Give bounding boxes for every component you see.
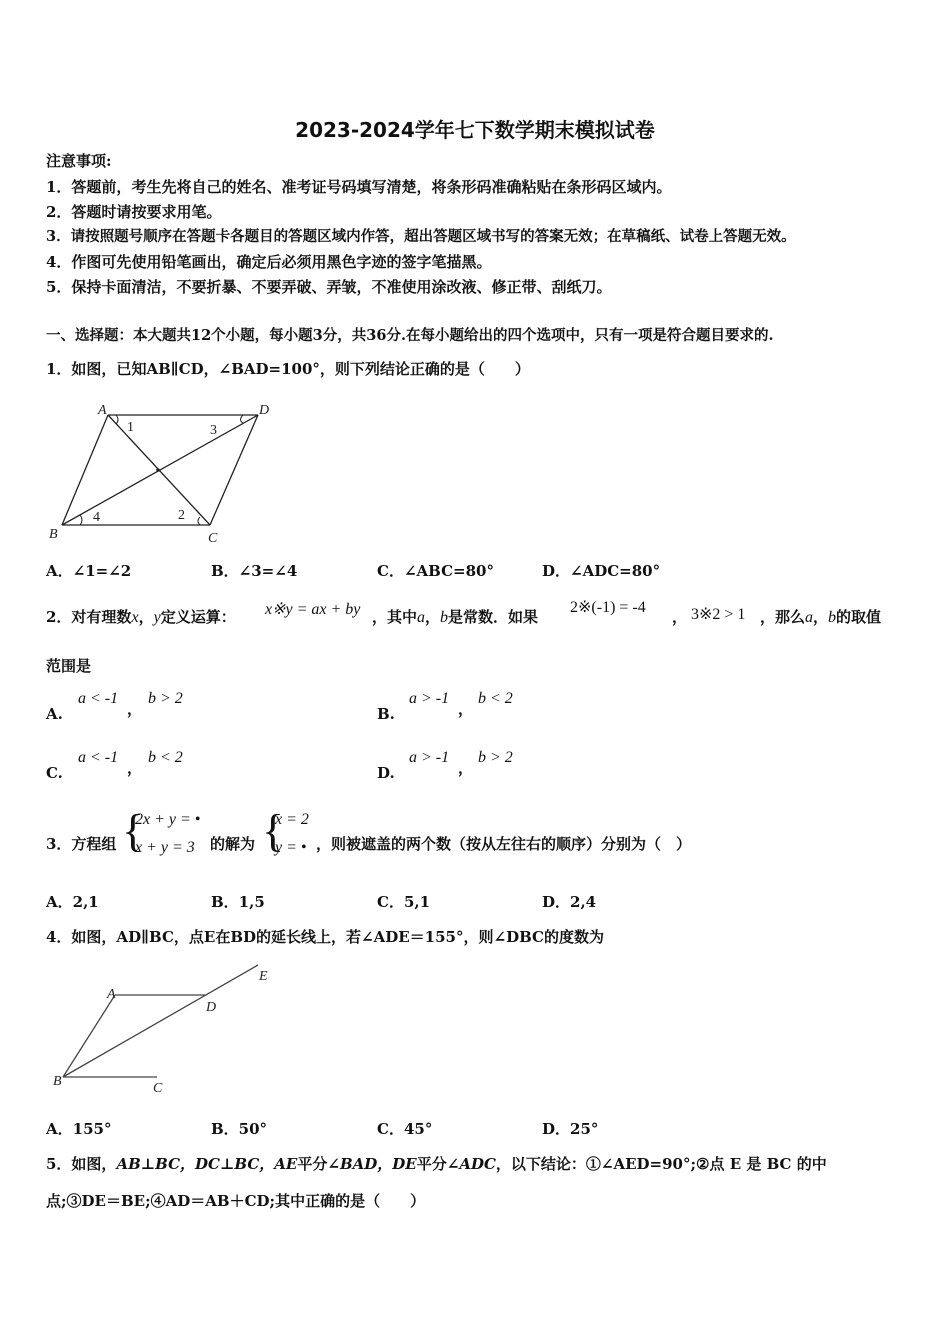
q2-mid-text: ，其中 <box>372 608 418 626</box>
q1-option-b: B．∠3=∠4 <box>211 562 298 580</box>
q2-option-a-letter: A. <box>46 705 63 723</box>
q2-option-b-p1: a > -1 <box>409 690 450 707</box>
q2-var-a: a <box>417 609 426 626</box>
q2-option-b-letter: B. <box>377 705 395 723</box>
q1-option-a: A．∠1=∠2 <box>46 562 132 580</box>
notice-item-3: 3．请按照题号顺序在答题卡各题目的答题区域内作答，超出答题区域书写的答案无效；在草稿纸、试卷上答题无效。 <box>46 228 796 245</box>
q2-then-text: ，那么 <box>760 608 806 626</box>
q2-option-d-letter: D. <box>377 764 395 782</box>
q1-label-b: B <box>49 527 58 542</box>
q2-option-a-comma: ， <box>127 700 143 718</box>
q1-label-a: A <box>98 403 107 418</box>
q1-angle-arc-3 <box>241 415 244 423</box>
q2-option-a-p2: b > 2 <box>148 690 183 707</box>
q5-line2: 点;③DE＝BE;④AD＝AB＋CD;其中正确的是（ ） <box>46 1192 426 1210</box>
q2-comma2: ， <box>425 608 441 626</box>
q1-label-angle-1: 1 <box>127 420 134 435</box>
q3-solution-brace: { <box>262 805 285 856</box>
q1-parallelogram-figure <box>40 395 290 550</box>
q1-label-angle-4: 4 <box>93 510 100 525</box>
q3-option-a: A．2,1 <box>46 893 99 911</box>
q2-comma1: ， <box>138 608 154 626</box>
q2-option-c-letter: C. <box>46 764 63 782</box>
q1-segment-ab <box>62 415 108 525</box>
q5-math-1: AB⊥BC，DC⊥BC，AE <box>116 1155 298 1173</box>
q5-mid-2: 平分 <box>416 1155 447 1173</box>
q1-stem: 1．如图，已知AB∥CD，∠BAD=100°，则下列结论正确的是（ ） <box>46 360 530 378</box>
q1-label-d: D <box>259 403 270 418</box>
q1-label-c: C <box>208 531 218 546</box>
q1-option-c: C．∠ABC=80° <box>377 562 494 580</box>
q2-option-d-p2: b > 2 <box>478 749 513 766</box>
q2-sep: ， <box>672 608 688 626</box>
notice-item-5: 5．保持卡面清洁，不要折暴、不要弄破、弄皱，不准使用涂改液、修正带、刮纸刀。 <box>46 278 612 296</box>
q2-var-y: y <box>153 609 161 626</box>
q4-segment-ab <box>63 995 115 1077</box>
q3-mid: 的解为 <box>210 835 256 853</box>
q1-segment-cd <box>210 415 258 525</box>
section-heading: 一、选择题：本大题共12个小题，每小题3分，共36分.在每小题给出的四个选项中，只有一项是符合题目要求的. <box>46 327 774 344</box>
q3-equation-1: 2x + y = • <box>135 811 201 828</box>
q5-line1 <box>46 1155 827 1173</box>
q3-option-b: B．1,5 <box>211 893 265 911</box>
q4-option-a: A．155° <box>46 1120 112 1138</box>
q2-option-c-comma: ， <box>127 759 143 777</box>
q2-var-a2: a <box>805 609 814 626</box>
q2-line1-end <box>760 608 881 627</box>
q1-diagonal-bd <box>62 415 258 525</box>
q1-label-angle-3: 3 <box>210 423 217 438</box>
q2-end-text: 的取值 <box>836 608 882 626</box>
q5-math-2: ∠BAD，DE <box>327 1155 417 1173</box>
q4-option-b: B．50° <box>211 1120 268 1138</box>
q2-comma3: ， <box>813 608 829 626</box>
notice-item-2: 2．答题时请按要求用笔。 <box>46 203 222 221</box>
notice-item-4: 4．作图可先使用铅笔画出，确定后必须用黑色字迹的签字笔描黑。 <box>46 253 492 271</box>
q5-math-3: ∠ADC <box>446 1155 496 1173</box>
q2-option-c-p2: b < 2 <box>148 749 183 766</box>
q1-angle-arc-4 <box>80 515 82 525</box>
q1-label-angle-2: 2 <box>178 508 185 523</box>
q2-const-text: 是常数．如果 <box>448 608 539 626</box>
q2-option-a-p1: a < -1 <box>78 690 119 707</box>
q2-var-b: b <box>440 609 449 626</box>
notice-item-1: 1．答题前，考生先将自己的姓名、准考证号码填写清楚，将条形码准确粘贴在条形码区域内。 <box>46 178 672 196</box>
q2-condition-2: 3※2 > 1 <box>691 606 746 623</box>
q5-mid-1: 平分 <box>297 1155 328 1173</box>
q2-var-b2: b <box>828 609 837 626</box>
q4-label-e: E <box>259 969 268 984</box>
q4-figure <box>45 960 285 1100</box>
q3-prefix: 3．方程组 <box>46 835 117 853</box>
q3-solution-2: y = • <box>275 839 307 856</box>
q4-label-a: A <box>107 987 116 1002</box>
q3-solution-1: x = 2 <box>275 811 309 828</box>
notice-heading: 注意事项: <box>46 152 112 170</box>
q2-option-c-p1: a < -1 <box>78 749 119 766</box>
q4-label-c: C <box>153 1081 163 1096</box>
q2-option-b-p2: b < 2 <box>478 690 513 707</box>
q2-option-b-comma: ， <box>458 700 474 718</box>
q3-suffix: ，则被遮盖的两个数（按从左往右的顺序）分别为（ ） <box>316 835 692 853</box>
q2-line1 <box>46 608 236 627</box>
q3-option-d: D．2,4 <box>542 893 597 911</box>
q4-segment-be <box>63 965 258 1077</box>
q1-angle-arc-1 <box>116 415 118 424</box>
page-title: 2023-2024学年七下数学期末模拟试卷 <box>295 118 655 142</box>
q3-option-c: C．5,1 <box>377 893 431 911</box>
q2-def-text: 定义运算： <box>160 608 236 626</box>
q2-line1-mid <box>372 608 538 627</box>
q4-label-d: D <box>206 1000 217 1015</box>
q2-var-x: x <box>131 609 139 626</box>
q1-angle-arc-2 <box>198 517 200 525</box>
q4-label-b: B <box>53 1074 62 1089</box>
q4-option-c: C．45° <box>377 1120 433 1138</box>
q1-option-d: D．∠ADC=80° <box>542 562 661 580</box>
q5-prefix: 5．如图， <box>46 1155 117 1173</box>
q5-rest: ，以下结论：①∠AED=90°;②点 E 是 BC 的中 <box>495 1155 827 1173</box>
q2-option-d-p1: a > -1 <box>409 749 450 766</box>
q4-stem: 4．如图，AD∥BC，点E在BD的延长线上，若∠ADE＝155°，则∠DBC的度数为 <box>46 928 604 946</box>
q2-condition-1: 2※(-1) = -4 <box>570 599 646 616</box>
q2-prefix: 2．对有理数 <box>46 608 132 626</box>
q3-equation-2: x + y = 3 <box>135 839 195 856</box>
q2-line2: 范围是 <box>46 657 92 675</box>
q2-def-formula: x※y = ax + by <box>265 601 361 618</box>
q1-intersection-point <box>156 468 160 472</box>
q3-system-brace: { <box>122 805 145 856</box>
q2-option-d-comma: ， <box>458 759 474 777</box>
q4-option-d: D．25° <box>542 1120 599 1138</box>
